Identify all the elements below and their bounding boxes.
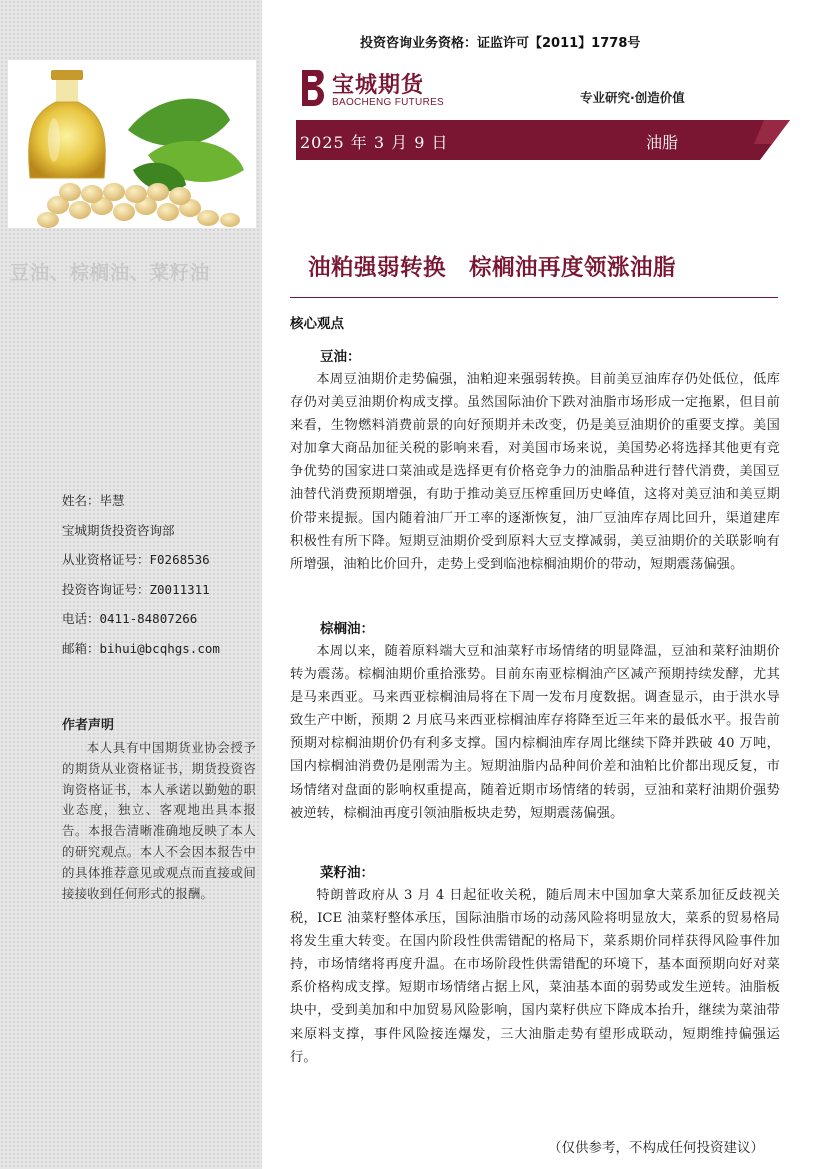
core-view-heading: 核心观点: [290, 316, 344, 332]
section-body: 特朗普政府从 3 月 4 日起征收关税，随后周末中国加拿大菜系加征反歧视关税，ICE 油菜籽整体承压，国际油脂市场的动荡风险将明显放大，菜系的贸易格局将发生重大转变。在国内阶段性供需错配的格局下，菜系期价同样获得风险事件加持，市场情绪将再度升温。在市场阶段性供需错配的环境下，基本面预期向好对菜系价格构成支撑。短期市场情绪占据上风，菜油基本面的弱势或发生逆转。油脂板块中，受到美加和中加贸易风险影响，国内菜籽供应下降成本抬升，继续为菜油带来原料支撑，事件风险接连爆发，三大油脂走势有望形成联动，短期维持偏强运行。: [290, 888, 780, 1065]
author-contact: [62, 486, 258, 663]
section-heading: 豆油：: [320, 349, 361, 365]
section-soybean-oil: [290, 346, 780, 576]
company-logo: [296, 66, 445, 112]
commodity-categories: 豆油、棕榈油、菜籽油: [10, 262, 211, 284]
section-heading: 棕榈油：: [320, 621, 374, 637]
oil-soybean-illustration: [8, 60, 256, 228]
declaration-text: 本人具有中国期货业协会授予的期货从业资格证书，期货投资咨询资格证书，本人承诺以勤勉的职业态度，独立、客观地出具本报告。本报告清晰准确地反映了本人的研究观点。本人不会因本报告中的具体推荐意见或观点而直接或间接接收到任何形式的报酬。: [62, 740, 256, 901]
report-date: 2025 年 3 月 9 日: [300, 133, 449, 152]
logo-chinese-name: 宝城期货: [332, 72, 425, 98]
investment-disclaimer: （仅供参考，不构成任何投资建议）: [548, 1140, 764, 1156]
title-divider: [290, 297, 778, 298]
section-body: 本周豆油期价走势偏强，油粕迎来强弱转换。目前美豆油库存仍处低位，低库存仍对美豆油期价构成支撑。虽然国际油价下跌对油脂市场形成一定拖累，但目前来看，生物燃料消费前景的向好预期并未改变，仍是美豆油期价的重要支撑。美国对加拿大商品加征关税的影响来看，对美国市场来说，美国势必将选择其他更有竞争优势的国家进口菜油或是选择更有价格竞争力的油脂品种进行替代消费，美国豆油替代消费预期增强，有助于推动美豆压榨重回历史峰值，这将对美豆油和美豆期价带来提振。国内随着油厂开工率的逐渐恢复，油厂豆油库存周比回升，渠道建库积极性有所下降。短期豆油期价受到原料大豆支撑减弱，美豆油期价的关联影响有所增强，油粕比价回升，走势上受到临池棕榈油期价的带动，短期震荡偏强。: [290, 372, 780, 572]
author-department: 宝城期货投资咨询部: [62, 522, 175, 538]
section-heading: 菜籽油：: [320, 865, 374, 881]
section-palm-oil: [290, 618, 780, 825]
author-name: 姓名：毕慧: [62, 493, 125, 508]
logo-english-name: BAOCHENG FUTURES: [332, 97, 445, 108]
license-line: 投资咨询业务资格：证监许可【2011】1778号: [360, 36, 641, 51]
cover-image: [8, 60, 256, 228]
report-category: 油脂: [646, 133, 679, 152]
practice-cert-number: 从业资格证号：F0268536: [62, 552, 210, 567]
slogan: 专业研究·创造价值: [580, 90, 685, 105]
section-rapeseed-oil: [290, 862, 780, 1069]
logo-mark-icon: [296, 66, 328, 110]
report-title: 油粕强弱转换 棕榈油再度领涨油脂: [308, 255, 677, 281]
advisory-cert-number: 投资咨询证号：Z0011311: [62, 581, 210, 597]
section-body: 本周以来，随着原料端大豆和油菜籽市场情绪的明显降温，豆油和菜籽油期价转为震荡。棕榈油期价重拾涨势。目前东南亚棕榈油产区减产预期持续发酵，尤其是马来西亚。马来西亚棕榈油局将在下周一发布月度数据。调查显示，由于洪水导致生产中断，预期 2 月底马来西亚棕榈油库存将降至近三年来的最低水平。报告前预期对棕榈油期价仍有利多支撑。国内棕榈油库存周比继续下降并跌破 40 万吨，国内棕榈油消费仍是刚需为主。短期油脂内品种间价差和油粕比价都出现反复，市场情绪对盘面的影响权重提高，随着近期市场情绪的转弱，豆油和菜籽油期价强势被逆转，棕榈油再度引领油脂板块走势，短期震荡偏强。: [290, 644, 780, 821]
author-email[interactable]: 邮箱：bihui@bcqhgs.com: [62, 640, 220, 656]
author-phone: 电话：0411-84807266: [62, 611, 198, 626]
declaration-title: 作者声明: [62, 718, 115, 733]
